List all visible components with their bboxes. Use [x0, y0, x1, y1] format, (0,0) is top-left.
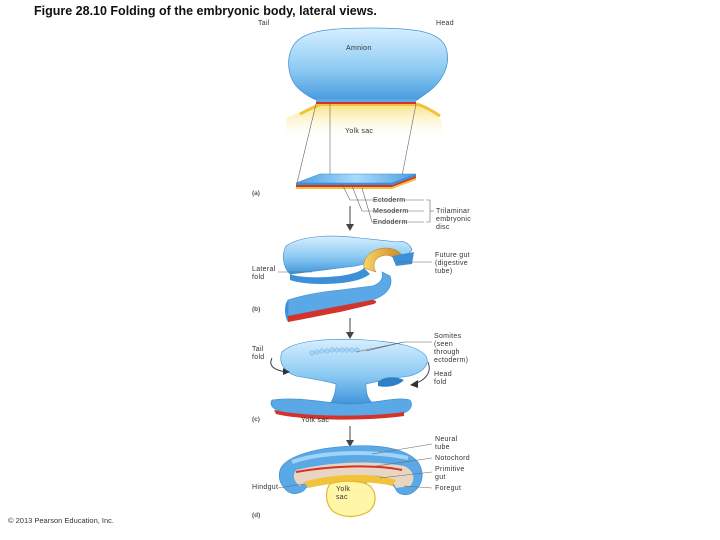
- label-neural-tube: Neural tube: [435, 436, 458, 451]
- label-head: Head: [436, 20, 454, 27]
- panel-label-d: (d): [252, 512, 261, 519]
- label-tail-fold: Tail fold: [252, 346, 265, 361]
- arrow-b-to-c: [346, 318, 354, 339]
- copyright-notice: © 2013 Pearson Education, Inc.: [8, 516, 115, 525]
- label-mesoderm: Mesoderm: [373, 208, 409, 215]
- amnion-shape: [289, 28, 448, 104]
- yolk-sac-d: [327, 481, 376, 516]
- disc-ectoderm: [316, 99, 416, 102]
- label-amnion: Amnion: [346, 45, 372, 52]
- disc-endoderm: [316, 104, 416, 106]
- label-yolk-sac-a: Yolk sac: [345, 128, 374, 135]
- label-yolk-sac-d: Yolk sac: [336, 486, 351, 501]
- label-notochord: Notochord: [435, 455, 470, 462]
- label-tail: Tail: [258, 20, 270, 27]
- panel-c-head-tail-fold: [271, 339, 429, 419]
- panel-label-a: (a): [252, 190, 260, 197]
- label-foregut: Foregut: [435, 485, 462, 492]
- label-lateral-fold: Lateral fold: [252, 266, 276, 281]
- label-yolk-sac-c: Yolk sac: [301, 417, 330, 424]
- arrow-c-to-d: [346, 426, 354, 447]
- panel-d-sagittal-section: [279, 446, 422, 517]
- disc-mesoderm: [316, 102, 416, 104]
- panel-label-b: (b): [252, 306, 261, 313]
- panel-b-lateral-fold: [283, 236, 414, 322]
- label-primitive-gut: Primitive gut: [435, 466, 465, 481]
- label-endoderm: Endoderm: [373, 219, 408, 226]
- label-somites: Somites (seen through ectoderm): [434, 333, 469, 364]
- label-future-gut: Future gut (digestive tube): [435, 252, 470, 275]
- label-head-fold: Head fold: [434, 371, 452, 386]
- label-trilaminar-disc: Trilaminar embryonic disc: [436, 208, 471, 231]
- figure-title: Figure 28.10 Folding of the embryonic body, lateral views.: [34, 4, 377, 18]
- arrow-a-to-b: [346, 206, 354, 231]
- panel-label-c: (c): [252, 416, 260, 423]
- label-ectoderm: Ectoderm: [373, 197, 406, 204]
- panel-a-trilaminar-disc: [296, 174, 416, 189]
- label-hindgut: Hindgut: [252, 484, 279, 491]
